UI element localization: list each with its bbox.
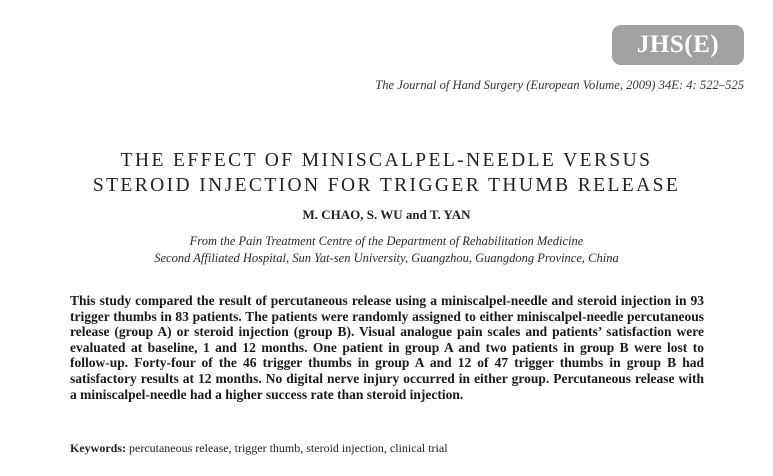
affiliation-line-2: Second Affiliated Hospital, Sun Yat-sen University, Guangzhou, Guangdong Province, China — [154, 251, 619, 265]
article-abstract: This study compared the result of percutaneous release using a miniscalpel-needle and steroid injection in 93 trigger thumbs in 83 patients. The patients were randomly assigned to either miniscalpel-needle percutaneous release (group A) or steroid injection (group B). Visual analogue pain scales and patients’ satisfaction were evaluated at baseline, 1 and 12 months. One patient in group A and two patients in group B were lost to follow-up. Forty-four of the 46 trigger thumbs in group A and 12 of 47 trigger thumbs in group B had satisfactory results at 12 months. No digital nerve injury occurred in either group. Percutaneous release with a miniscalpel-needle had a higher success rate than steroid injection. — [70, 293, 704, 402]
affiliation-line-1: From the Pain Treatment Centre of the Department of Rehabilitation Medicine — [189, 234, 584, 248]
keywords-label: Keywords: — [70, 441, 126, 455]
article-title-line-2: STEROID INJECTION FOR TRIGGER THUMB RELEASE — [92, 175, 681, 196]
journal-logo — [612, 25, 744, 65]
article-title — [0, 148, 773, 198]
article-keywords — [70, 441, 448, 456]
journal-citation: The Journal of Hand Surgery (European Volume, 2009) 34E: 4: 522–525 — [375, 78, 744, 92]
keywords-list: percutaneous release, trigger thumb, steroid injection, clinical trial — [129, 441, 448, 455]
article-authors: M. CHAO, S. WU and T. YAN — [302, 207, 471, 222]
article-affiliation — [0, 233, 773, 267]
article-title-line-1: THE EFFECT OF MINISCALPEL-NEEDLE VERSUS — [120, 150, 653, 171]
journal-logo-text: JHS(E) — [636, 31, 720, 58]
